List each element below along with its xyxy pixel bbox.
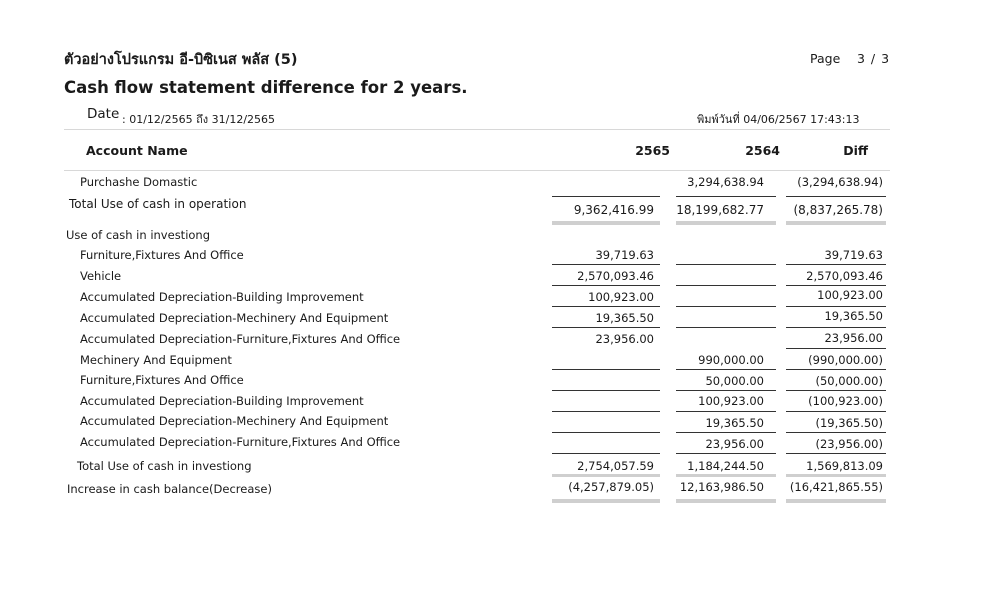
table-row <box>0 353 997 369</box>
column-header-account: Account Name <box>86 143 188 158</box>
row-value-2564: 18,199,682.77 <box>676 203 764 217</box>
total-double-rule <box>786 474 886 477</box>
row-value-2565: 9,362,416.99 <box>573 203 654 217</box>
row-value-2564: 100,923.00 <box>698 394 764 408</box>
row-value-2565: (4,257,879.05) <box>568 480 654 494</box>
row-value-diff: (100,923.00) <box>808 394 883 408</box>
row-account-name: Accumulated Depreciation-Furniture,Fixtures And Office <box>80 332 401 346</box>
cell-underline <box>676 411 776 412</box>
cell-underline <box>676 306 776 307</box>
company-name: ตัวอย่างโปรแกรม อี-บิซิเนส พลัส (5) <box>64 52 298 68</box>
row-value-diff: (19,365.50) <box>815 416 883 430</box>
cell-underline <box>786 453 886 454</box>
report-title: Cash flow statement difference for 2 years. <box>64 78 468 97</box>
page-label: Page <box>810 51 841 66</box>
cell-underline <box>552 432 660 433</box>
cell-underline <box>676 264 776 265</box>
row-value-diff: 23,956.00 <box>824 331 883 345</box>
grand-total-double-rule <box>552 499 660 503</box>
row-value-diff: (3,294,638.94) <box>797 175 883 189</box>
table-row <box>0 290 997 306</box>
cell-underline <box>786 348 886 349</box>
row-value-diff: 39,719.63 <box>824 248 883 262</box>
cell-underline <box>786 390 886 391</box>
cell-underline <box>786 432 886 433</box>
row-account-name: Total Use of cash in investiong <box>77 459 252 473</box>
grand-total-double-rule <box>676 499 776 503</box>
cell-underline <box>786 306 886 307</box>
total-double-rule <box>552 221 660 225</box>
row-account-name: Accumulated Depreciation-Furniture,Fixtures And Office <box>80 435 401 449</box>
row-value-2564: 50,000.00 <box>705 374 764 388</box>
grand-total-double-rule <box>786 499 886 503</box>
cell-underline <box>786 285 886 286</box>
cell-underline <box>786 264 886 265</box>
row-value-diff: (8,837,265.78) <box>793 203 883 217</box>
row-value-2564: 1,184,244.50 <box>687 459 764 473</box>
cell-underline <box>552 264 660 265</box>
column-header-2564: 2564 <box>745 143 780 158</box>
table-row <box>0 373 997 389</box>
cell-underline <box>676 327 776 328</box>
row-account-name: Accumulated Depreciation-Mechinery And Equipment <box>80 311 389 325</box>
row-account-name: Increase in cash balance(Decrease) <box>67 482 272 496</box>
cell-underline <box>676 390 776 391</box>
total-double-rule <box>676 474 776 477</box>
row-account-name: Furniture,Fixtures And Office <box>80 248 244 262</box>
cell-underline <box>552 369 660 370</box>
row-account-name: Mechinery And Equipment <box>80 353 232 367</box>
printed-timestamp: พิมพ์วันที่ 04/06/2567 17:43:13 <box>697 113 860 126</box>
table-row-grand-total <box>0 482 997 498</box>
cell-underline <box>552 285 660 286</box>
table-row <box>0 311 997 327</box>
section-title: Use of cash in investiong <box>66 228 211 242</box>
table-row <box>0 197 997 217</box>
table-row <box>0 394 997 410</box>
cell-underline <box>552 327 660 328</box>
total-double-rule <box>676 221 776 225</box>
row-value-2564: 12,163,986.50 <box>679 480 764 494</box>
cell-underline <box>786 369 886 370</box>
table-row <box>0 435 997 451</box>
table-row <box>0 175 997 191</box>
date-label: Date <box>87 106 120 122</box>
row-account-name: Accumulated Depreciation-Building Improvement <box>80 394 364 408</box>
row-value-2564: 3,294,638.94 <box>687 175 764 189</box>
row-value-diff: 19,365.50 <box>824 309 883 323</box>
header-top-rule <box>64 129 890 130</box>
cell-underline <box>786 411 886 412</box>
row-value-2565: 19,365.50 <box>595 311 654 325</box>
cell-underline <box>676 369 776 370</box>
row-value-diff: (23,956.00) <box>815 437 883 451</box>
section-heading <box>0 228 997 244</box>
cell-underline <box>786 327 886 328</box>
table-row <box>0 248 997 264</box>
row-account-name: Accumulated Depreciation-Mechinery And Equipment <box>80 414 389 428</box>
column-header-2565: 2565 <box>635 143 670 158</box>
header-bottom-rule <box>64 170 890 171</box>
table-row <box>0 332 997 348</box>
cell-underline <box>676 285 776 286</box>
cell-underline <box>552 411 660 412</box>
cell-underline <box>552 390 660 391</box>
table-row-total <box>0 459 997 475</box>
row-value-2565: 39,719.63 <box>595 248 654 262</box>
row-value-diff: 2,570,093.46 <box>806 269 883 283</box>
row-value-diff: 1,569,813.09 <box>806 459 883 473</box>
row-value-diff: (990,000.00) <box>808 353 883 367</box>
row-account-name: Accumulated Depreciation-Building Improvement <box>80 290 364 304</box>
row-account-name: Furniture,Fixtures And Office <box>80 373 244 387</box>
row-value-2565: 2,754,057.59 <box>577 459 654 473</box>
row-value-2565: 100,923.00 <box>588 290 654 304</box>
row-value-2564: 19,365.50 <box>705 416 764 430</box>
cell-underline <box>552 306 660 307</box>
cell-underline <box>676 432 776 433</box>
row-value-2565: 23,956.00 <box>595 332 654 346</box>
row-account-name: Vehicle <box>80 269 122 283</box>
row-value-2564: 23,956.00 <box>705 437 764 451</box>
row-value-2565: 2,570,093.46 <box>577 269 654 283</box>
row-account-name: Purchashe Domastic <box>80 175 198 189</box>
column-header-diff: Diff <box>843 143 868 158</box>
total-double-rule <box>552 474 660 477</box>
row-value-diff: (50,000.00) <box>815 374 883 388</box>
row-value-diff: 100,923.00 <box>817 288 883 302</box>
table-row <box>0 269 997 285</box>
cell-underline <box>552 453 660 454</box>
row-value-2564: 990,000.00 <box>698 353 764 367</box>
row-value-diff: (16,421,865.55) <box>789 480 883 494</box>
table-row <box>0 414 997 430</box>
page-number: 3 / 3 <box>857 51 891 66</box>
cell-underline <box>676 453 776 454</box>
date-range: : 01/12/2565 ถึง 31/12/2565 <box>122 113 276 126</box>
total-double-rule <box>786 221 886 225</box>
row-account-name: Total Use of cash in operation <box>69 197 247 211</box>
